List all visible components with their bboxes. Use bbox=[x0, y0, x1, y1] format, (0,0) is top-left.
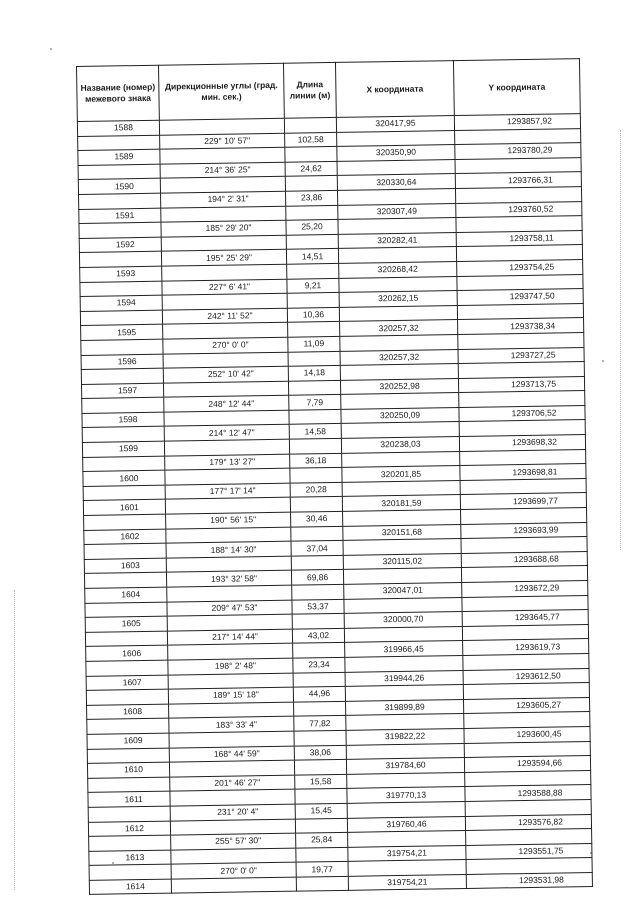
y-coordinate-cell: 1293693,99 bbox=[461, 522, 587, 539]
line-length-cell bbox=[287, 263, 339, 278]
line-length-cell: 69,86 bbox=[291, 570, 343, 585]
x-coordinate-cell: 319899,89 bbox=[346, 699, 464, 715]
line-length-cell: 14,18 bbox=[288, 365, 340, 380]
mark-number-cell: 1589 bbox=[78, 149, 160, 165]
mark-number-cell: 1590 bbox=[78, 179, 160, 195]
mark-number-cell bbox=[78, 164, 160, 180]
direction-angle-cell: 242° 11' 52" bbox=[162, 308, 287, 325]
x-coordinate-cell: 320417,95 bbox=[336, 116, 454, 132]
x-coordinate-cell: 320250,09 bbox=[341, 407, 459, 423]
y-coordinate-cell: 1293645,77 bbox=[462, 610, 588, 627]
mark-number-cell: 1606 bbox=[86, 646, 168, 662]
mark-number-cell: 1605 bbox=[85, 616, 167, 632]
y-coordinate-cell: 1293738,34 bbox=[458, 318, 584, 335]
mark-number-cell: 1588 bbox=[77, 120, 159, 136]
header-x-coordinate: X координата bbox=[335, 61, 454, 118]
line-length-cell bbox=[286, 205, 338, 220]
mark-number-cell: 1595 bbox=[81, 324, 163, 340]
y-coordinate-cell: 1293857,92 bbox=[454, 114, 580, 131]
direction-angle-cell: 189° 15' 18" bbox=[168, 687, 293, 704]
mark-number-cell bbox=[79, 222, 161, 238]
line-length-cell: 25,84 bbox=[296, 832, 348, 847]
direction-angle-cell: 231° 20' 4" bbox=[170, 804, 295, 821]
boundary-marks-table-wrapper bbox=[76, 58, 592, 895]
mark-number-cell: 1604 bbox=[85, 587, 167, 603]
line-length-cell: 15,58 bbox=[295, 774, 347, 789]
x-coordinate-cell: 319822,22 bbox=[346, 728, 464, 744]
mark-number-cell bbox=[89, 864, 171, 880]
mark-number-cell bbox=[87, 718, 169, 734]
scan-speck bbox=[602, 360, 604, 362]
y-coordinate-cell: 1293699,77 bbox=[460, 493, 586, 510]
table-body bbox=[77, 114, 592, 895]
line-length-cell bbox=[284, 117, 336, 132]
y-coordinate-cell: 1293672,29 bbox=[462, 581, 588, 598]
direction-angle-cell: 179° 13' 27" bbox=[165, 454, 290, 471]
header-direction-angle: Дирекционные углы (град. мин. сек.) bbox=[158, 63, 284, 120]
x-coordinate-cell: 319770,13 bbox=[347, 787, 465, 803]
line-length-cell bbox=[285, 147, 337, 162]
y-coordinate-cell: 1293698,32 bbox=[459, 435, 585, 452]
y-coordinate-cell: 1293612,50 bbox=[463, 668, 589, 685]
x-coordinate-cell: 319966,45 bbox=[345, 641, 463, 657]
line-length-cell: 44,96 bbox=[293, 687, 345, 702]
line-length-cell bbox=[287, 293, 339, 308]
line-length-cell: 14,51 bbox=[286, 249, 338, 264]
x-coordinate-cell: 320268,42 bbox=[339, 261, 457, 277]
line-length-cell bbox=[296, 847, 348, 862]
mark-number-cell: 1613 bbox=[89, 850, 171, 866]
scan-edge-line bbox=[14, 590, 15, 890]
y-coordinate-cell: 1293760,52 bbox=[456, 201, 582, 218]
y-coordinate-cell: 1293605,27 bbox=[463, 697, 589, 714]
line-length-cell: 36,18 bbox=[290, 453, 342, 468]
x-coordinate-cell: 319784,60 bbox=[346, 758, 464, 774]
x-coordinate-cell: 319944,26 bbox=[345, 670, 463, 686]
direction-angle-cell: 217° 14' 44" bbox=[167, 629, 292, 646]
line-length-cell bbox=[294, 730, 346, 745]
mark-number-cell: 1600 bbox=[83, 470, 165, 486]
mark-number-cell: 1601 bbox=[83, 500, 165, 516]
x-coordinate-cell: 320262,15 bbox=[339, 291, 457, 307]
line-length-cell: 37,04 bbox=[291, 541, 343, 556]
x-coordinate-cell: 320252,98 bbox=[340, 378, 458, 394]
mark-number-cell: 1603 bbox=[84, 558, 166, 574]
line-length-cell: 53,37 bbox=[292, 599, 344, 614]
table-header-row bbox=[77, 59, 581, 122]
line-length-cell: 25,20 bbox=[286, 220, 338, 235]
y-coordinate-cell: 1293600,45 bbox=[464, 726, 590, 743]
line-length-cell bbox=[294, 701, 346, 716]
y-coordinate-cell: 1293754,25 bbox=[457, 260, 583, 277]
line-length-cell bbox=[290, 497, 342, 512]
line-length-cell bbox=[285, 176, 337, 191]
mark-number-cell bbox=[86, 689, 168, 705]
y-coordinate-cell: 1293727,25 bbox=[458, 347, 584, 364]
x-coordinate-cell: 320307,49 bbox=[338, 203, 456, 219]
mark-number-cell bbox=[80, 310, 162, 326]
mark-number-cell bbox=[79, 193, 161, 209]
mark-number-cell bbox=[82, 397, 164, 413]
line-length-cell: 19,77 bbox=[296, 862, 348, 877]
y-coordinate-cell: 1293588,88 bbox=[465, 785, 591, 802]
direction-angle-cell: 198° 2' 48" bbox=[168, 658, 293, 675]
direction-angle-cell: 188° 14' 30" bbox=[166, 541, 291, 558]
line-length-cell: 77,82 bbox=[294, 716, 346, 731]
x-coordinate-cell: 320330,64 bbox=[337, 174, 455, 190]
mark-number-cell bbox=[84, 543, 166, 559]
x-coordinate-cell: 319754,21 bbox=[348, 845, 466, 861]
x-coordinate-cell: 320201,85 bbox=[342, 466, 460, 482]
x-coordinate-cell: 319754,21 bbox=[348, 874, 466, 890]
direction-angle-cell: 214° 12' 47" bbox=[164, 425, 289, 442]
line-length-cell bbox=[291, 555, 343, 570]
y-coordinate-cell: 1293619,73 bbox=[463, 639, 589, 656]
line-length-cell bbox=[286, 234, 338, 249]
line-length-cell bbox=[293, 672, 345, 687]
line-length-cell: 10,36 bbox=[287, 307, 339, 322]
line-length-cell bbox=[288, 322, 340, 337]
direction-angle-cell: 248° 12' 44" bbox=[164, 395, 289, 412]
x-coordinate-cell: 320000,70 bbox=[344, 612, 462, 628]
x-coordinate-cell: 320181,59 bbox=[342, 495, 460, 511]
mark-number-cell: 1602 bbox=[84, 529, 166, 545]
y-coordinate-cell: 1293758,11 bbox=[456, 230, 582, 247]
mark-number-cell bbox=[85, 602, 167, 618]
direction-angle-cell: 185° 29' 20" bbox=[161, 220, 286, 237]
direction-angle-cell: 255° 57' 30" bbox=[171, 833, 296, 850]
line-length-cell bbox=[290, 468, 342, 483]
mark-number-cell: 1609 bbox=[87, 733, 169, 749]
y-coordinate-cell: 1293766,31 bbox=[455, 172, 581, 189]
mark-number-cell: 1599 bbox=[82, 441, 164, 457]
line-length-cell: 14,58 bbox=[289, 424, 341, 439]
mark-number-cell bbox=[81, 339, 163, 355]
mark-number-cell: 1593 bbox=[80, 266, 162, 282]
line-length-cell: 24,62 bbox=[285, 161, 337, 176]
line-length-cell: 15,45 bbox=[295, 803, 347, 818]
x-coordinate-cell: 320151,68 bbox=[343, 524, 461, 540]
mark-number-cell: 1598 bbox=[82, 412, 164, 428]
line-length-cell: 7,79 bbox=[289, 395, 341, 410]
mark-number-cell bbox=[84, 573, 166, 589]
y-coordinate-cell: 1293713,75 bbox=[458, 376, 584, 393]
mark-number-cell: 1614 bbox=[89, 879, 171, 895]
line-length-cell: 23,34 bbox=[293, 657, 345, 672]
mark-number-cell: 1608 bbox=[87, 704, 169, 720]
x-coordinate-cell: 320282,41 bbox=[338, 232, 456, 248]
x-coordinate-cell: 320238,03 bbox=[341, 437, 459, 453]
mark-number-cell bbox=[82, 427, 164, 443]
x-coordinate-cell: 320115,02 bbox=[343, 553, 461, 569]
mark-number-cell: 1612 bbox=[88, 821, 170, 837]
y-coordinate-cell: 1293698,81 bbox=[460, 464, 586, 481]
line-length-cell bbox=[296, 876, 348, 891]
direction-angle-cell: 190° 56' 15" bbox=[166, 512, 291, 529]
y-coordinate-cell: 1293576,82 bbox=[465, 814, 591, 831]
direction-angle-cell: 168° 44' 59" bbox=[169, 746, 294, 763]
header-y-coordinate: Y координата bbox=[453, 59, 580, 116]
y-coordinate-cell: 1293688,68 bbox=[461, 551, 587, 568]
direction-angle-cell: 227° 6' 41" bbox=[162, 279, 287, 296]
direction-angle-cell: 270° 0' 0" bbox=[171, 862, 296, 879]
mark-number-cell bbox=[88, 777, 170, 793]
mark-number-cell: 1591 bbox=[79, 208, 161, 224]
direction-angle-cell: 194° 2' 31" bbox=[161, 191, 286, 208]
direction-angle-cell: 229° 10' 57" bbox=[160, 133, 285, 150]
mark-number-cell bbox=[88, 806, 170, 822]
direction-angle-cell: 270° 0' 0" bbox=[163, 337, 288, 354]
direction-angle-cell: 209° 47' 53" bbox=[167, 600, 292, 617]
direction-angle-cell bbox=[171, 877, 296, 894]
line-length-cell bbox=[288, 380, 340, 395]
line-length-cell: 38,06 bbox=[294, 745, 346, 760]
mark-number-cell: 1607 bbox=[86, 675, 168, 691]
x-coordinate-cell: 319760,46 bbox=[347, 816, 465, 832]
x-coordinate-cell: 320047,01 bbox=[344, 583, 462, 599]
y-coordinate-cell: 1293594,66 bbox=[464, 756, 590, 773]
direction-angle-cell: 177° 17' 14" bbox=[165, 483, 290, 500]
direction-angle-cell: 195° 25' 29" bbox=[161, 250, 286, 267]
mark-number-cell bbox=[83, 456, 165, 472]
direction-angle-cell: 214° 36' 25" bbox=[160, 162, 285, 179]
mark-number-cell: 1592 bbox=[79, 237, 161, 253]
header-line-length: Длина линии (м) bbox=[283, 62, 336, 118]
line-length-cell bbox=[295, 789, 347, 804]
mark-number-cell: 1611 bbox=[88, 791, 170, 807]
line-length-cell: 43,02 bbox=[292, 628, 344, 643]
line-length-cell: 20,28 bbox=[290, 482, 342, 497]
mark-number-cell bbox=[78, 135, 160, 151]
line-length-cell bbox=[289, 409, 341, 424]
scan-edge-line bbox=[620, 130, 621, 550]
y-coordinate-cell: 1293706,52 bbox=[459, 405, 585, 422]
line-length-cell: 23,86 bbox=[285, 190, 337, 205]
mark-number-cell: 1610 bbox=[87, 762, 169, 778]
line-length-cell bbox=[295, 818, 347, 833]
x-coordinate-cell: 320257,32 bbox=[340, 349, 458, 365]
line-length-cell: 11,09 bbox=[288, 336, 340, 351]
direction-angle-cell: 183° 33' 4" bbox=[169, 717, 294, 734]
mark-number-cell bbox=[85, 631, 167, 647]
mark-number-cell bbox=[81, 368, 163, 384]
direction-angle-cell: 252° 10' 42" bbox=[163, 366, 288, 383]
mark-number-cell bbox=[79, 252, 161, 268]
mark-number-cell bbox=[83, 485, 165, 501]
y-coordinate-cell: 1293531,98 bbox=[466, 872, 592, 889]
scan-speck bbox=[50, 48, 52, 50]
direction-angle-cell: 201° 46' 27" bbox=[170, 775, 295, 792]
line-length-cell: 102,58 bbox=[285, 132, 337, 147]
line-length-cell bbox=[291, 526, 343, 541]
line-length-cell bbox=[294, 759, 346, 774]
header-mark-name: Название (номер) межевого знака bbox=[77, 65, 160, 121]
mark-number-cell bbox=[86, 660, 168, 676]
line-length-cell: 9,21 bbox=[287, 278, 339, 293]
line-length-cell bbox=[292, 614, 344, 629]
x-coordinate-cell: 320257,32 bbox=[340, 320, 458, 336]
mark-number-cell: 1597 bbox=[81, 383, 163, 399]
y-coordinate-cell: 1293780,29 bbox=[455, 143, 581, 160]
line-length-cell bbox=[292, 584, 344, 599]
mark-number-cell bbox=[87, 748, 169, 764]
mark-number-cell: 1596 bbox=[81, 354, 163, 370]
direction-angle-cell: 193° 32' 58" bbox=[166, 571, 291, 588]
line-length-cell bbox=[289, 438, 341, 453]
x-coordinate-cell: 320350,90 bbox=[337, 145, 455, 161]
y-coordinate-cell: 1293747,50 bbox=[457, 289, 583, 306]
line-length-cell: 30,46 bbox=[291, 511, 343, 526]
mark-number-cell: 1594 bbox=[80, 295, 162, 311]
y-coordinate-cell: 1293551,75 bbox=[466, 843, 592, 860]
line-length-cell bbox=[288, 351, 340, 366]
mark-number-cell bbox=[84, 514, 166, 530]
boundary-marks-table bbox=[76, 58, 593, 895]
mark-number-cell bbox=[80, 281, 162, 297]
mark-number-cell bbox=[89, 835, 171, 851]
line-length-cell bbox=[293, 643, 345, 658]
